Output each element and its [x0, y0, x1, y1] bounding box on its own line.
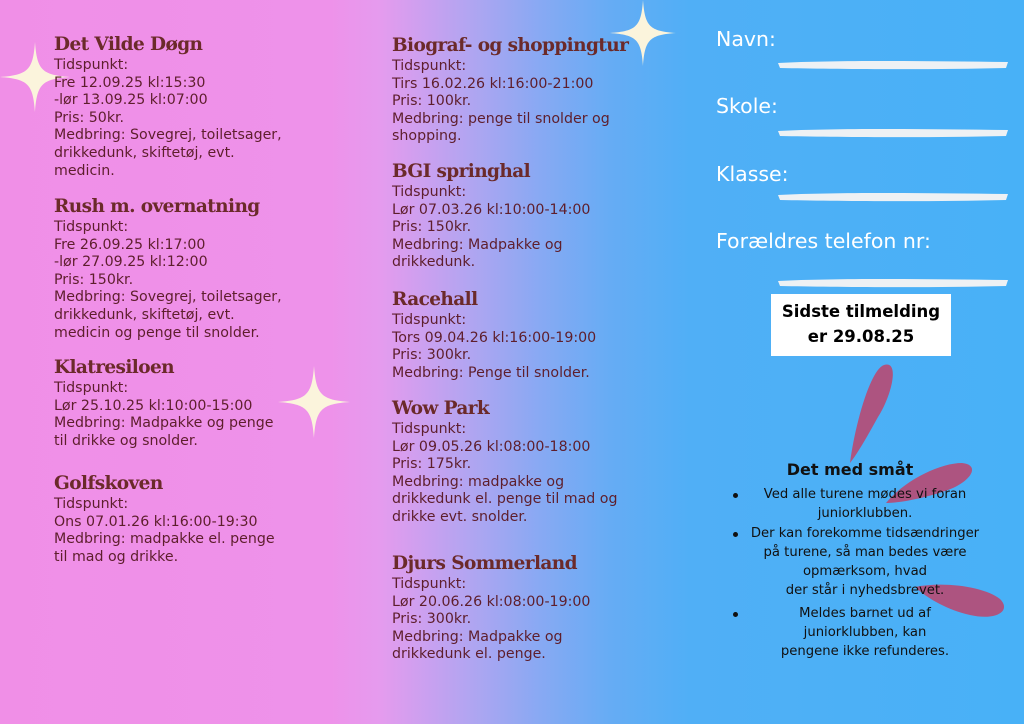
event-bgi-springhal: [392, 160, 590, 272]
bullet-icon: [733, 532, 738, 537]
deadline-line-2: er 29.08.25: [807, 327, 915, 346]
event-title: Racehall: [392, 289, 478, 310]
event-golfskoven: [54, 472, 275, 566]
event-line: shopping.: [392, 128, 462, 145]
sparkle-star-icon: [278, 366, 350, 438]
bullet-icon: [733, 493, 738, 498]
event-line: Pris: 300kr.: [392, 347, 472, 364]
event-line: medicin.: [54, 162, 115, 179]
phone-write-line[interactable]: [776, 276, 1010, 290]
event-line: Pris: 50kr.: [54, 109, 125, 126]
event-djurs-sommerland: [392, 552, 590, 664]
event-racehall: [392, 288, 596, 382]
event-line: Tidspunkt:: [392, 312, 467, 328]
event-det-vilde-doegn: [54, 33, 282, 180]
event-line: Ons 07.01.26 kl:16:00-19:30: [54, 513, 258, 530]
school-write-line[interactable]: [776, 126, 1010, 140]
event-line: Tirs 16.02.26 kl:16:00-21:00: [392, 75, 594, 92]
event-title: Wow Park: [392, 398, 490, 419]
event-line: Lør 25.10.25 kl:10:00-15:00: [54, 397, 253, 414]
event-line: Lør 20.06.26 kl:08:00-19:00: [392, 593, 591, 610]
event-klatresiloen: [54, 356, 274, 450]
event-line: Pris: 175kr.: [392, 456, 472, 473]
event-line: drikkedunk el. penge.: [392, 646, 546, 663]
event-line: drikke evt. snolder.: [392, 508, 528, 525]
event-line: Fre 26.09.25 kl:17:00: [54, 236, 206, 253]
class-write-line[interactable]: [776, 190, 1010, 204]
event-title: Biograf- og shoppingtur: [392, 35, 629, 56]
event-line: drikkedunk, skiftetøj, evt.: [54, 306, 235, 323]
fine-print-item: [745, 604, 985, 661]
event-line: Pris: 100kr.: [392, 93, 472, 110]
event-biograf: [392, 34, 628, 146]
event-title: Rush m. overnatning: [54, 196, 260, 217]
fine-print-line: juniorklubben.: [817, 506, 913, 521]
event-line: til mad og drikke.: [54, 548, 179, 565]
event-line: Medbring: Madpakke og: [392, 628, 563, 645]
fine-print-line: Meldes barnet ud af: [799, 606, 931, 621]
event-line: Tidspunkt:: [392, 58, 467, 74]
fine-print-item: [745, 485, 985, 523]
event-title: BGI springhal: [392, 161, 531, 182]
event-line: Lør 09.05.26 kl:08:00-18:00: [392, 438, 591, 455]
event-line: Tors 09.04.26 kl:16:00-19:00: [392, 329, 597, 346]
fine-print-line: pengene ikke refunderes.: [780, 644, 950, 659]
fine-print-line: Der kan forekomme tidsændringer: [750, 526, 980, 541]
event-line: Pris: 150kr.: [54, 271, 134, 288]
event-line: medicin og penge til snolder.: [54, 324, 260, 341]
event-line: Lør 07.03.26 kl:10:00-14:00: [392, 201, 591, 218]
class-label: Klasse:: [716, 162, 789, 186]
event-line: Pris: 300kr.: [392, 611, 472, 628]
event-line: Tidspunkt:: [54, 380, 129, 396]
event-line: Medbring: Madpakke og: [392, 236, 563, 253]
name-write-line[interactable]: [776, 58, 1010, 72]
fine-print-line: der står i nyhedsbrevet.: [785, 583, 945, 598]
event-line: drikkedunk.: [392, 254, 476, 271]
event-line: Fre 12.09.25 kl:15:30: [54, 74, 206, 91]
event-line: Medbring: madpakke og: [392, 473, 565, 490]
event-line: Medbring: Penge til snolder.: [392, 364, 590, 381]
event-line: -lør 13.09.25 kl:07:00: [54, 92, 208, 109]
event-line: drikkedunk el. penge til mad og: [392, 491, 618, 508]
fine-print-line: juniorklubben, kan: [803, 625, 927, 640]
event-line: til drikke og snolder.: [54, 432, 198, 449]
fine-print-item: [745, 524, 985, 600]
deadline-box: [771, 294, 951, 356]
event-title: Djurs Sommerland: [392, 553, 577, 574]
petal-top: [850, 365, 893, 463]
event-line: Tidspunkt:: [392, 184, 467, 200]
event-line: Pris: 150kr.: [392, 219, 472, 236]
event-wow-park: [392, 397, 617, 527]
event-line: drikkedunk, skiftetøj, evt.: [54, 144, 235, 161]
fine-print-line: Ved alle turene mødes vi foran: [763, 487, 967, 502]
event-line: Tidspunkt:: [392, 421, 467, 437]
event-title: Klatresiloen: [54, 357, 174, 378]
deadline-line-1: Sidste tilmelding: [781, 302, 941, 321]
event-title: Golfskoven: [54, 473, 163, 494]
event-line: Tidspunkt:: [54, 219, 129, 235]
event-line: Medbring: penge til snolder og: [392, 110, 610, 127]
bullet-icon: [733, 612, 738, 617]
fine-print-line: på turene, så man bedes være: [763, 545, 967, 560]
event-rush: [54, 195, 282, 342]
event-line: Medbring: Madpakke og penge: [54, 415, 274, 432]
event-line: Tidspunkt:: [392, 576, 467, 592]
event-line: Medbring: Sovegrej, toiletsager,: [54, 127, 282, 144]
phone-label: Forældres telefon nr:: [716, 229, 931, 253]
fine-print-title: Det med småt: [786, 460, 914, 479]
event-title: Det Vilde Døgn: [54, 34, 203, 55]
event-line: Tidspunkt:: [54, 496, 129, 512]
name-label: Navn:: [716, 27, 776, 51]
school-label: Skole:: [716, 94, 778, 118]
event-line: Tidspunkt:: [54, 57, 129, 73]
event-line: Medbring: Sovegrej, toiletsager,: [54, 289, 282, 306]
event-line: -lør 27.09.25 kl:12:00: [54, 254, 208, 271]
fine-print-line: opmærksom, hvad: [802, 564, 928, 579]
event-line: Medbring: madpakke el. penge: [54, 531, 275, 548]
